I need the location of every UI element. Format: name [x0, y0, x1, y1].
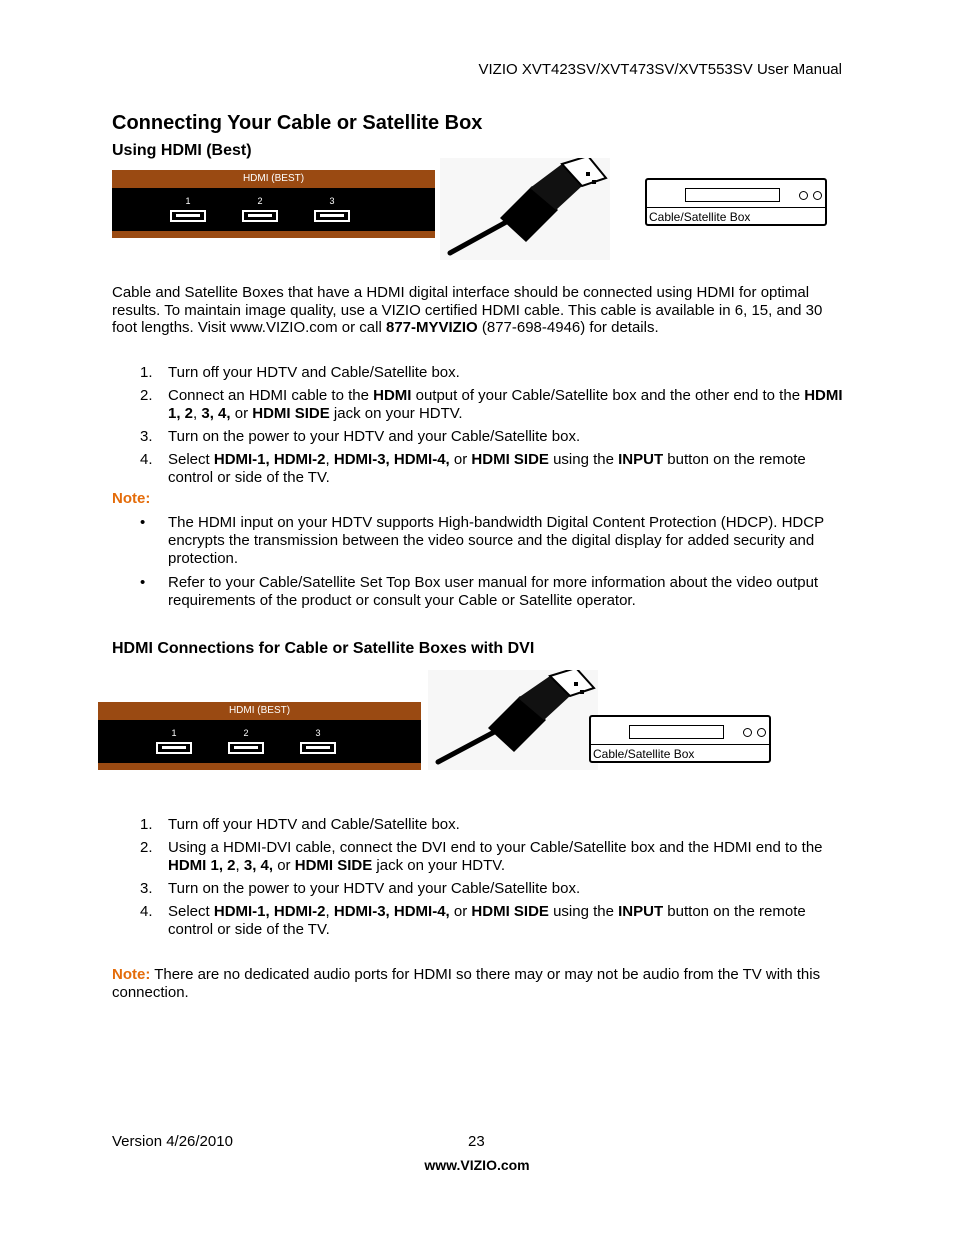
notes-list	[112, 514, 847, 616]
port-number: 1	[171, 728, 177, 738]
note-label: Note:	[112, 490, 151, 507]
step-bold: HDMI-1, HDMI-2	[213, 451, 326, 468]
step-item	[112, 387, 847, 423]
step-number: 3.	[140, 428, 153, 445]
hdmi-panel-illustration	[98, 702, 421, 770]
box-divider	[591, 744, 769, 745]
step-text: or	[449, 451, 472, 468]
step-text: Turn on the power to your HDTV and your Cable/Satellite box.	[168, 880, 581, 897]
step-number: 4.	[140, 903, 153, 920]
step-text: or	[449, 903, 472, 920]
step-item	[112, 451, 847, 487]
box-label: Cable/Satellite Box	[593, 747, 695, 761]
intro-paragraph	[112, 284, 847, 337]
knob-icon	[799, 191, 808, 200]
hdmi-port-icon	[156, 742, 192, 754]
box-label: Cable/Satellite Box	[649, 210, 751, 224]
step-text: or	[230, 405, 253, 422]
step-item	[112, 428, 847, 446]
step-bold: HDMI 1, 2	[168, 857, 236, 874]
knob-icon	[757, 728, 766, 737]
step-number: 1.	[140, 816, 153, 833]
hdmi-dvi-cable-icon	[428, 670, 598, 770]
hdmi-port-icon	[314, 210, 350, 222]
step-text: using the	[548, 451, 619, 468]
box-divider	[647, 207, 825, 208]
note-text: Refer to your Cable/Satellite Set Top Box user manual for more information about the video output requirements of the product or consult your Cable or Satellite operator.	[168, 574, 819, 609]
bullet-icon: •	[140, 574, 146, 591]
step-bold: HDMI SIDE	[294, 857, 373, 874]
step-text: Turn on the power to your HDTV and your Cable/Satellite box.	[168, 428, 581, 445]
knob-icon	[813, 191, 822, 200]
step-bold: 3, 4,	[243, 857, 274, 874]
step-bold: HDMI SIDE	[252, 405, 330, 422]
step-number: 3.	[140, 880, 153, 897]
disc-slot	[629, 725, 724, 739]
step-bold: INPUT	[618, 903, 664, 920]
step-text: Select	[168, 451, 214, 468]
step-text: Using a HDMI-DVI cable, connect the DVI end to your Cable/Satellite box and the HDMI end to the	[168, 839, 823, 856]
intro-text: Cable and Satellite Boxes that have a HDMI digital interface should be connected using HDMI for optimal results. To maintain image quality, use a VIZIO certified HDMI cable. This cable is available in 6, 15, and 30 foot lengths. Visit www.VIZIO.com or call	[112, 284, 823, 336]
step-text: Turn off your HDTV and Cable/Satellite box.	[168, 364, 460, 381]
note-item	[112, 574, 847, 610]
step-text: Turn off your HDTV and Cable/Satellite box.	[168, 816, 460, 833]
step-text: jack on your HDTV.	[329, 405, 463, 422]
step-bold: HDMI SIDE	[471, 451, 549, 468]
step-bold: HDMI 1, 2	[168, 387, 843, 422]
port-number: 2	[257, 196, 263, 206]
step-number: 2.	[140, 387, 153, 404]
note-text: There are no dedicated audio ports for HDMI so there may or may not be audio from the TV with this connection.	[112, 966, 821, 1001]
step-bold: HDMI	[373, 387, 412, 404]
hdmi-panel-label: HDMI (BEST)	[112, 170, 435, 188]
phone-name: 877-MYVIZIO	[385, 319, 478, 336]
port-number: 2	[243, 728, 249, 738]
step-text: ,	[325, 451, 334, 468]
step-bold: HDMI SIDE	[471, 903, 549, 920]
steps-list-dvi	[112, 816, 847, 944]
cable-satellite-box-illustration	[589, 715, 771, 763]
section-subtitle-dvi: HDMI Connections for Cable or Satellite Boxes with DVI	[112, 640, 535, 657]
step-text: or	[273, 857, 295, 874]
step-text: jack on your HDTV.	[372, 857, 506, 874]
intro-text-end: (877-698-4946) for details.	[477, 319, 659, 336]
hdmi-panel-illustration	[112, 170, 435, 238]
step-text: using the	[548, 903, 619, 920]
hdmi-port-icon	[170, 210, 206, 222]
note-label: Note:	[112, 966, 151, 983]
step-item	[112, 816, 847, 834]
step-text: output of your Cable/Satellite box and the other end to the	[411, 387, 805, 404]
step-bold: HDMI-1, HDMI-2	[213, 903, 326, 920]
step-text: Select	[168, 903, 214, 920]
step-number: 4.	[140, 451, 153, 468]
step-text: ,	[325, 903, 334, 920]
panel-bottom-strip	[98, 763, 421, 770]
step-item	[112, 903, 847, 939]
step-number: 1.	[140, 364, 153, 381]
hdmi-port-icon	[300, 742, 336, 754]
hdmi-port-icon	[242, 210, 278, 222]
step-number: 2.	[140, 839, 153, 856]
audio-note	[112, 966, 847, 1001]
step-text: ,	[193, 405, 202, 422]
step-item	[112, 839, 847, 875]
section-subtitle-hdmi: Using HDMI (Best)	[112, 142, 252, 159]
website-text: www.VIZIO.com	[424, 1157, 530, 1173]
steps-list-hdmi	[112, 364, 847, 492]
step-bold: HDMI-3, HDMI-4,	[333, 451, 450, 468]
cable-satellite-box-illustration	[645, 178, 827, 226]
port-number: 3	[329, 196, 335, 206]
step-bold: 3, 4,	[201, 405, 231, 422]
step-bold: INPUT	[618, 451, 664, 468]
manual-title: VIZIO XVT423SV/XVT473SV/XVT553SV User Manual	[478, 61, 842, 78]
note-text: The HDMI input on your HDTV supports High-bandwidth Digital Content Protection (HDCP). HDCP encrypts the transmission between the video source and the digital display for added security and protection.	[168, 514, 824, 567]
panel-bottom-strip	[112, 231, 435, 238]
hdmi-panel-label: HDMI (BEST)	[98, 702, 421, 720]
note-item	[112, 514, 847, 568]
step-text: button on the remote control or side of the TV.	[168, 903, 806, 938]
knob-icon	[743, 728, 752, 737]
hdmi-port-icon	[228, 742, 264, 754]
port-number: 3	[315, 728, 321, 738]
port-number: 1	[185, 196, 191, 206]
disc-slot	[685, 188, 780, 202]
step-text: ,	[235, 857, 244, 874]
step-text: Connect an HDMI cable to the	[168, 387, 374, 404]
step-item	[112, 364, 847, 382]
step-bold: HDMI-3, HDMI-4,	[333, 903, 450, 920]
section-title: Connecting Your Cable or Satellite Box	[112, 112, 483, 134]
page-number: 23	[468, 1133, 485, 1150]
bullet-icon: •	[140, 514, 146, 531]
step-text: button on the remote control or side of the TV.	[168, 451, 806, 486]
step-item	[112, 880, 847, 898]
version-text: Version 4/26/2010	[112, 1133, 233, 1150]
hdmi-cable-icon	[440, 158, 610, 260]
